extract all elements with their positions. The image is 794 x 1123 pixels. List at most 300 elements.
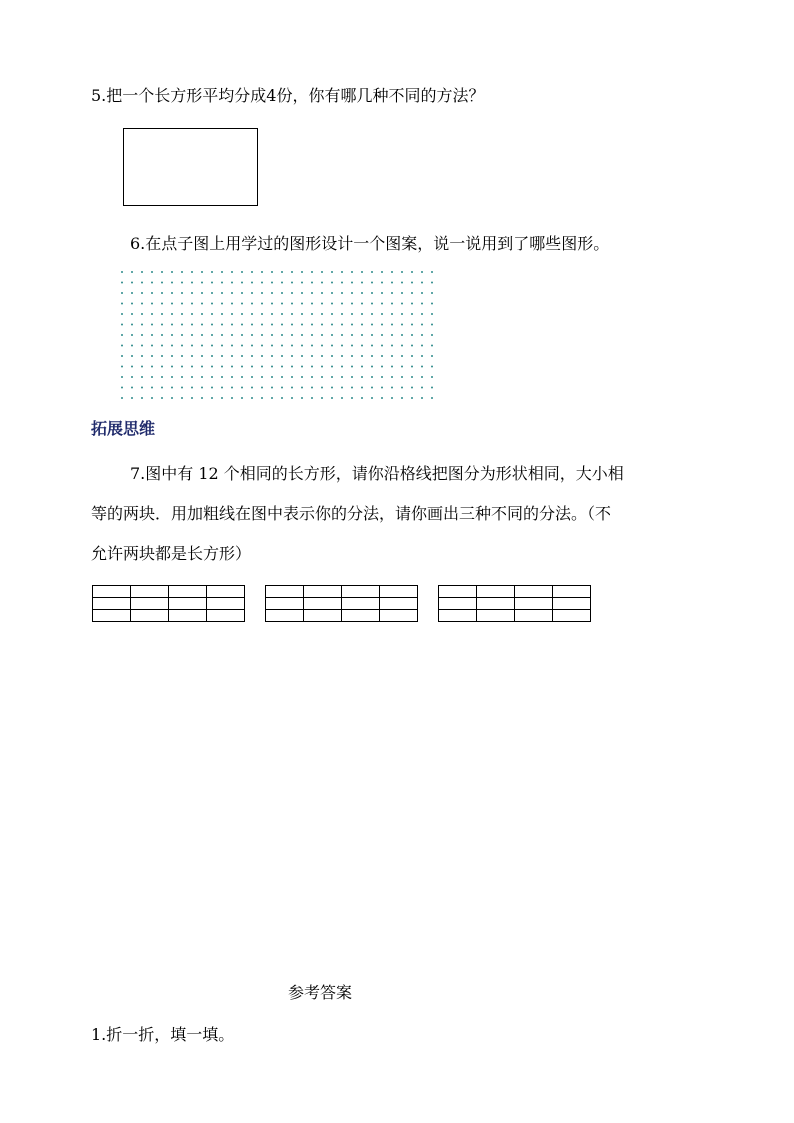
grid-dot xyxy=(331,313,333,315)
grid-dot xyxy=(341,303,343,305)
grid-dot xyxy=(231,345,233,347)
grid-dot xyxy=(241,271,243,273)
grid-dot xyxy=(181,376,183,378)
grid-dot xyxy=(211,282,213,284)
grid-dot xyxy=(201,313,203,315)
grid-dot xyxy=(331,271,333,273)
grid-dot xyxy=(151,282,153,284)
grid-dot xyxy=(301,334,303,336)
grid-cell xyxy=(553,586,591,598)
grid-dot xyxy=(261,313,263,315)
grid-dot xyxy=(401,271,403,273)
grid-dot xyxy=(351,313,353,315)
grid-dot xyxy=(351,334,353,336)
grid-dot xyxy=(261,376,263,378)
grid-dot xyxy=(191,376,193,378)
grid-dot xyxy=(381,334,383,336)
grid-dot xyxy=(281,345,283,347)
grid-dot xyxy=(261,345,263,347)
grid-cell xyxy=(266,586,304,598)
grid-dot xyxy=(381,313,383,315)
grid-dot xyxy=(291,366,293,368)
grid-dot xyxy=(391,334,393,336)
grid-cell xyxy=(515,610,553,622)
grid-dot xyxy=(321,282,323,284)
grid-dot xyxy=(281,366,283,368)
grid-dot xyxy=(201,334,203,336)
grid-cell xyxy=(131,598,169,610)
grid-dot xyxy=(271,271,273,273)
grid-dot xyxy=(191,303,193,305)
grid-dot xyxy=(331,387,333,389)
grid-dot xyxy=(181,355,183,357)
grid-dot xyxy=(131,376,133,378)
grid-dot xyxy=(161,366,163,368)
grid-dot xyxy=(291,271,293,273)
grid-dot xyxy=(241,313,243,315)
grid-dot xyxy=(281,334,283,336)
grid-dot xyxy=(311,366,313,368)
grid-dot xyxy=(241,303,243,305)
grid-dot xyxy=(231,376,233,378)
grid-cell xyxy=(439,586,477,598)
grid-dot xyxy=(371,271,373,273)
grid-dot xyxy=(301,366,303,368)
grid-dot xyxy=(341,271,343,273)
grid-dot xyxy=(361,292,363,294)
grid-dot xyxy=(391,303,393,305)
grid-dot xyxy=(401,397,403,399)
grid-dot xyxy=(331,324,333,326)
grid-dot xyxy=(321,366,323,368)
grid-dot xyxy=(141,345,143,347)
grid-dot xyxy=(171,376,173,378)
grid-dot xyxy=(381,355,383,357)
grid-dot xyxy=(331,366,333,368)
grid-dot xyxy=(271,282,273,284)
grid-dot xyxy=(201,324,203,326)
grid-dot xyxy=(151,355,153,357)
grid-dot xyxy=(171,387,173,389)
grid-dot xyxy=(181,366,183,368)
grid-dot xyxy=(191,282,193,284)
grid-dot xyxy=(201,345,203,347)
grid-dot xyxy=(181,292,183,294)
grid-dot xyxy=(411,271,413,273)
grid-dot xyxy=(241,366,243,368)
grid-dot xyxy=(291,292,293,294)
grid-dot xyxy=(281,376,283,378)
grid-cell xyxy=(515,586,553,598)
grid-dot xyxy=(161,397,163,399)
grid-dot xyxy=(221,303,223,305)
grid-dot xyxy=(221,355,223,357)
grid-dot xyxy=(171,282,173,284)
grid-dot xyxy=(281,387,283,389)
grid-dot xyxy=(121,397,123,399)
grid-dot xyxy=(231,387,233,389)
grid-cell xyxy=(93,598,131,610)
grid-dot xyxy=(161,292,163,294)
grid-dot xyxy=(421,334,423,336)
grid-dot xyxy=(431,271,433,273)
grid-dot xyxy=(191,387,193,389)
grid-dot xyxy=(361,345,363,347)
grid-dot xyxy=(321,334,323,336)
grid-dot xyxy=(301,271,303,273)
grid-dot xyxy=(231,292,233,294)
grid-dot xyxy=(411,303,413,305)
grid-dot xyxy=(131,345,133,347)
grid-dot xyxy=(151,292,153,294)
grid-dot xyxy=(351,271,353,273)
grid-dot xyxy=(421,271,423,273)
grid-dot xyxy=(341,282,343,284)
grid-dot xyxy=(411,334,413,336)
grid-dot xyxy=(221,366,223,368)
grid-dot xyxy=(301,345,303,347)
grid-dot xyxy=(341,387,343,389)
grid-dot xyxy=(181,282,183,284)
grid-dot xyxy=(141,303,143,305)
grid-dot xyxy=(211,334,213,336)
grid-dot xyxy=(371,282,373,284)
grid-dot xyxy=(131,334,133,336)
grid-dot xyxy=(181,271,183,273)
grid-dot xyxy=(431,345,433,347)
grid-dot xyxy=(221,387,223,389)
grid-dot xyxy=(371,355,373,357)
grid-dot xyxy=(131,313,133,315)
grid-cell xyxy=(342,586,380,598)
grid-cell xyxy=(477,598,515,610)
grid-dot xyxy=(211,313,213,315)
grid-dot xyxy=(131,387,133,389)
grid-dot xyxy=(401,376,403,378)
grid-dot xyxy=(251,313,253,315)
grid-dot xyxy=(301,292,303,294)
grid-dot xyxy=(271,387,273,389)
grid-dot xyxy=(431,324,433,326)
grid-dot xyxy=(291,303,293,305)
grid-dot xyxy=(171,355,173,357)
grid-dot xyxy=(301,313,303,315)
grid-dot xyxy=(211,345,213,347)
grid-dot xyxy=(411,355,413,357)
grid-cell xyxy=(207,610,245,622)
grid-dot xyxy=(271,355,273,357)
grid-dot xyxy=(251,303,253,305)
grid-dot xyxy=(371,376,373,378)
grid-cell xyxy=(477,610,515,622)
grid-dot xyxy=(241,387,243,389)
grid-dot xyxy=(241,282,243,284)
grid-dot xyxy=(121,387,123,389)
grid-dot xyxy=(141,397,143,399)
grid-dot xyxy=(271,376,273,378)
grid-dot xyxy=(161,313,163,315)
grid-dot xyxy=(151,366,153,368)
grid-dot xyxy=(351,303,353,305)
grid-dot xyxy=(421,313,423,315)
grid-dot xyxy=(121,366,123,368)
rectangle-grid-3 xyxy=(438,585,591,622)
grid-dot xyxy=(411,387,413,389)
grid-dot xyxy=(131,366,133,368)
grid-dot xyxy=(151,397,153,399)
grid-dot xyxy=(161,376,163,378)
grid-dot xyxy=(191,271,193,273)
grid-dot xyxy=(391,313,393,315)
grid-dot xyxy=(231,271,233,273)
grid-cell xyxy=(131,586,169,598)
grid-dot xyxy=(151,324,153,326)
grid-dot xyxy=(431,292,433,294)
grid-dot xyxy=(271,292,273,294)
grid-dot xyxy=(121,282,123,284)
grid-dot xyxy=(391,387,393,389)
grid-dot xyxy=(351,355,353,357)
grid-cell xyxy=(304,586,342,598)
grid-cell xyxy=(439,598,477,610)
grid-dot xyxy=(321,292,323,294)
grid-dot xyxy=(281,313,283,315)
grid-dot xyxy=(341,355,343,357)
grid-dot xyxy=(241,292,243,294)
grid-dot xyxy=(301,282,303,284)
grid-dot xyxy=(411,345,413,347)
grid-dot xyxy=(231,355,233,357)
grid-dot xyxy=(201,397,203,399)
grid-dot xyxy=(201,292,203,294)
grid-cell xyxy=(169,586,207,598)
grid-dot xyxy=(351,366,353,368)
grid-dot xyxy=(231,282,233,284)
grid-dot xyxy=(201,366,203,368)
grid-dot xyxy=(351,376,353,378)
grid-dot xyxy=(361,376,363,378)
grid-dot xyxy=(211,292,213,294)
grid-dot xyxy=(341,313,343,315)
grid-dot xyxy=(151,376,153,378)
grid-dot xyxy=(291,282,293,284)
grid-dot xyxy=(151,271,153,273)
grid-cell xyxy=(93,586,131,598)
grid-dot xyxy=(311,355,313,357)
grid-dot xyxy=(431,366,433,368)
grid-dot xyxy=(131,355,133,357)
grid-dot xyxy=(371,324,373,326)
grid-dot xyxy=(201,355,203,357)
grid-dot xyxy=(201,303,203,305)
grid-dot xyxy=(351,282,353,284)
grid-dot xyxy=(201,282,203,284)
grid-dot xyxy=(391,292,393,294)
grid-dot xyxy=(131,324,133,326)
grid-dot xyxy=(231,303,233,305)
grid-cell xyxy=(266,598,304,610)
grid-dot xyxy=(311,292,313,294)
grid-dot xyxy=(211,397,213,399)
grid-dot xyxy=(381,397,383,399)
grid-dot xyxy=(361,282,363,284)
grid-dot xyxy=(371,387,373,389)
grid-dot xyxy=(381,303,383,305)
grid-dot xyxy=(311,282,313,284)
grid-dot xyxy=(141,313,143,315)
grid-cell xyxy=(380,586,418,598)
grid-dot xyxy=(271,324,273,326)
grid-dot xyxy=(341,366,343,368)
grid-dot xyxy=(181,324,183,326)
grid-dot xyxy=(131,282,133,284)
grid-dot xyxy=(261,282,263,284)
grid-dot xyxy=(161,282,163,284)
grid-dot xyxy=(151,345,153,347)
grid-dot xyxy=(401,334,403,336)
rectangle-grid-2 xyxy=(265,585,418,622)
grid-dot xyxy=(421,345,423,347)
grid-dot xyxy=(181,303,183,305)
grid-dot xyxy=(291,376,293,378)
grid-dot xyxy=(301,376,303,378)
grid-dot xyxy=(291,345,293,347)
grid-dot xyxy=(151,387,153,389)
grid-dot xyxy=(431,313,433,315)
grid-dot xyxy=(351,324,353,326)
grid-dot xyxy=(171,313,173,315)
grid-dot xyxy=(391,366,393,368)
grid-dot xyxy=(351,387,353,389)
grid-dot xyxy=(271,397,273,399)
grid-dot xyxy=(281,355,283,357)
grid-dot xyxy=(361,397,363,399)
rectangle-figure xyxy=(123,128,258,206)
grid-dot xyxy=(391,282,393,284)
grid-dot xyxy=(161,334,163,336)
grid-cell xyxy=(169,610,207,622)
grid-dot xyxy=(261,397,263,399)
grid-dot xyxy=(391,345,393,347)
grid-dot xyxy=(191,334,193,336)
grid-dot xyxy=(231,397,233,399)
grid-dot xyxy=(261,387,263,389)
grid-dot xyxy=(311,334,313,336)
grid-dot xyxy=(191,313,193,315)
grid-dot xyxy=(121,313,123,315)
grid-dot xyxy=(191,366,193,368)
grid-dot xyxy=(301,303,303,305)
grid-cell xyxy=(93,610,131,622)
rectangle-grid-1 xyxy=(92,585,245,622)
grid-dot xyxy=(171,324,173,326)
grid-dot xyxy=(131,292,133,294)
grid-dot xyxy=(281,271,283,273)
grid-dot xyxy=(121,292,123,294)
grid-dot xyxy=(341,376,343,378)
grid-dot xyxy=(241,376,243,378)
grid-dot xyxy=(211,303,213,305)
grid-dot xyxy=(131,397,133,399)
grid-dot xyxy=(311,271,313,273)
grid-dot xyxy=(251,292,253,294)
grid-dot xyxy=(291,334,293,336)
grid-dot xyxy=(271,303,273,305)
grid-dot xyxy=(161,387,163,389)
grid-dot xyxy=(211,376,213,378)
grid-dot xyxy=(221,271,223,273)
grid-cell xyxy=(380,598,418,610)
grid-dot xyxy=(411,397,413,399)
grid-dot xyxy=(251,282,253,284)
grid-dot xyxy=(331,397,333,399)
grid-dot xyxy=(411,313,413,315)
grid-dot xyxy=(261,271,263,273)
grid-dot xyxy=(171,345,173,347)
grid-dot xyxy=(371,303,373,305)
grid-dot xyxy=(331,345,333,347)
grid-dot xyxy=(281,397,283,399)
grid-dot xyxy=(201,376,203,378)
grid-dot xyxy=(421,376,423,378)
grid-dot xyxy=(361,366,363,368)
grid-dot xyxy=(401,387,403,389)
grid-dot xyxy=(201,387,203,389)
grid-dot xyxy=(121,355,123,357)
grid-dot xyxy=(161,271,163,273)
grid-cell xyxy=(380,610,418,622)
grid-dot xyxy=(381,292,383,294)
grid-dot xyxy=(141,387,143,389)
grid-dot xyxy=(431,387,433,389)
grid-dot xyxy=(381,282,383,284)
grid-dot xyxy=(181,334,183,336)
grid-dot xyxy=(181,387,183,389)
grid-dot xyxy=(251,271,253,273)
grid-dot xyxy=(241,334,243,336)
grid-dot xyxy=(321,313,323,315)
grid-dot xyxy=(401,324,403,326)
grid-dot xyxy=(371,292,373,294)
grid-dot xyxy=(231,366,233,368)
grid-dot xyxy=(391,355,393,357)
grid-dot xyxy=(361,324,363,326)
grid-dot xyxy=(261,324,263,326)
question-7-line-1: 7.图中有 12 个相同的长方形，请你沿格线把图分为形状相同，大小相 xyxy=(130,464,624,483)
grid-dot xyxy=(361,387,363,389)
grid-dot xyxy=(131,271,133,273)
grid-dot xyxy=(361,303,363,305)
grid-dot xyxy=(421,292,423,294)
grid-cell xyxy=(304,598,342,610)
grid-dot xyxy=(201,271,203,273)
grid-dot xyxy=(271,334,273,336)
grid-dot xyxy=(421,324,423,326)
grid-dot xyxy=(191,292,193,294)
grid-dot xyxy=(241,324,243,326)
grid-dot xyxy=(391,376,393,378)
grid-dot xyxy=(321,387,323,389)
grid-dot xyxy=(411,292,413,294)
grid-dot xyxy=(191,397,193,399)
grid-dot xyxy=(411,282,413,284)
grid-dot xyxy=(151,334,153,336)
grid-dot xyxy=(141,292,143,294)
grid-dot xyxy=(211,355,213,357)
grid-dot xyxy=(301,387,303,389)
grid-dot xyxy=(311,324,313,326)
grid-dot xyxy=(261,334,263,336)
